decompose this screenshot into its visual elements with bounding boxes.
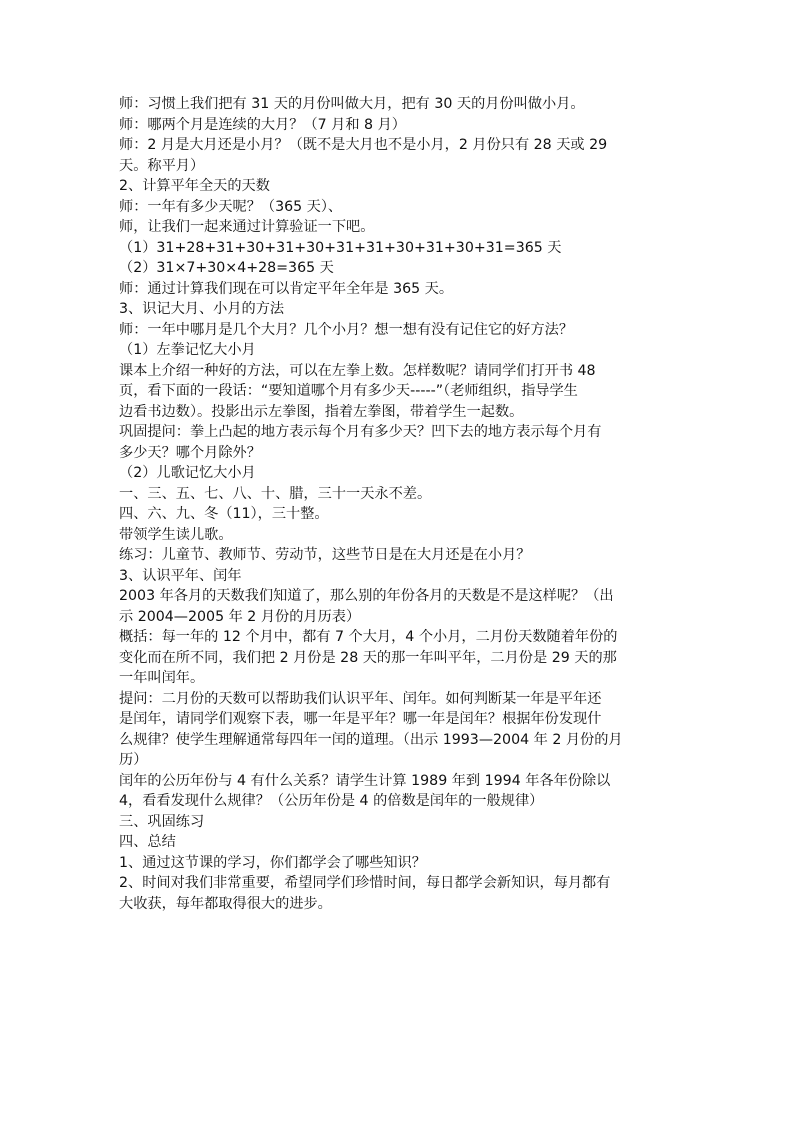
text-line: 师：通过计算我们现在可以肯定平年全年是 365 天。 bbox=[119, 280, 454, 297]
text-line: 大收获，每年都取得很大的进步。 bbox=[119, 895, 332, 912]
text-line: 师，让我们一起来通过计算验证一下吧。 bbox=[119, 219, 375, 235]
text-line: 师：2 月是大月还是小月？（既不是大月也不是小月，2 月份只有 28 天或 29 bbox=[119, 137, 608, 153]
text-line: 变化而在所不同，我们把 2 月份是 28 天的那一年叫平年，二月份是 29 天的那 bbox=[119, 649, 617, 666]
text-line: 天。称平月） bbox=[119, 157, 205, 174]
text-line: 是闰年，请同学们观察下表，哪一年是平年？哪一年是闰年？根据年份发现什 bbox=[119, 711, 602, 727]
document-body bbox=[119, 94, 679, 914]
section-heading: 四、总结 bbox=[119, 834, 176, 850]
section-heading: 三、巩固练习 bbox=[119, 813, 205, 830]
text-line: （2）31×7+30×4+28=365 天 bbox=[119, 260, 334, 276]
text-line: 2003 年各月的天数我们知道了，那么别的年份各月的天数是不是这样呢？（出 bbox=[119, 588, 614, 604]
subsection-heading: （1）左拳记忆大小月 bbox=[119, 342, 256, 358]
text-line: 概括：每一年的 12 个月中，都有 7 个大月，4 个小月，二月份天数随着年份的 bbox=[119, 629, 618, 645]
text-line: 么规律？使学生理解通常每四年一闰的道理。（出示 1993—2004 年 2 月份的月 bbox=[119, 731, 623, 748]
text-line: 1、通过这节课的学习，你们都学会了哪些知识？ bbox=[119, 854, 426, 871]
text-line: 带领学生读儿歌。 bbox=[119, 526, 233, 543]
text-line: 师：习惯上我们把有 31 天的月份叫做大月，把有 30 天的月份叫做小月。 bbox=[119, 96, 585, 112]
text-line: 闰年的公历年份与 4 有什么关系？请学生计算 1989 年到 1994 年各年份除以 bbox=[119, 772, 611, 789]
text-line: 巩固提问：拳上凸起的地方表示每个月有多少天？凹下去的地方表示每个月有 bbox=[119, 424, 602, 440]
section-heading: 2、计算平年全天的天数 bbox=[119, 178, 270, 194]
section-heading: 3、识记大月、小月的方法 bbox=[119, 301, 285, 317]
section-heading: 3、认识平年、闰年 bbox=[119, 567, 242, 584]
text-line: 页，看下面的一段话：“要知道哪个月有多少天-----”（老师组织，指导学生 bbox=[119, 383, 578, 399]
text-line: 师：哪两个月是连续的大月？（7 月和 8 月） bbox=[119, 116, 406, 133]
text-line: 四、六、九、冬（11），三十整。 bbox=[119, 506, 329, 522]
text-line: 2、时间对我们非常重要，希望同学们珍惜时间，每日都学会新知识，每月都有 bbox=[119, 875, 611, 891]
text-line: （1）31+28+31+30+31+30+31+31+30+31+30+31=365 天 bbox=[119, 239, 562, 256]
text-line: 边看书边数）。投影出示左拳图，指着左拳图，带着学生一起数。 bbox=[119, 403, 524, 420]
text-line: 示 2004—2005 年 2 月份的月历表） bbox=[119, 608, 361, 625]
text-line: 师：一年中哪月是几个大月？几个小月？想一想有没有记住它的好方法？ bbox=[119, 321, 574, 338]
text-line: 课本上介绍一种好的方法，可以在左拳上数。怎样数呢？请同学们打开书 48 bbox=[119, 362, 596, 379]
text-line: 一年叫闰年。 bbox=[119, 670, 205, 686]
text-line: 一、三、五、七、八、十、腊，三十一天永不差。 bbox=[119, 485, 432, 502]
text-line: 提问：二月份的天数可以帮助我们认识平年、闰年。如何判断某一年是平年还 bbox=[119, 690, 602, 707]
text-line: 4，看看发现什么规律？（公历年份是 4 的倍数是闰年的一般规律） bbox=[119, 793, 544, 809]
text-line: 多少天？哪个月除外？ bbox=[119, 444, 261, 461]
text-line: 练习：儿童节、教师节、劳动节，这些节日是在大月还是在小月？ bbox=[119, 547, 531, 563]
text-line: 历） bbox=[119, 752, 148, 768]
text-line: 师：一年有多少天呢？（365 天）、 bbox=[119, 198, 343, 215]
subsection-heading: （2）儿歌记忆大小月 bbox=[119, 465, 256, 481]
